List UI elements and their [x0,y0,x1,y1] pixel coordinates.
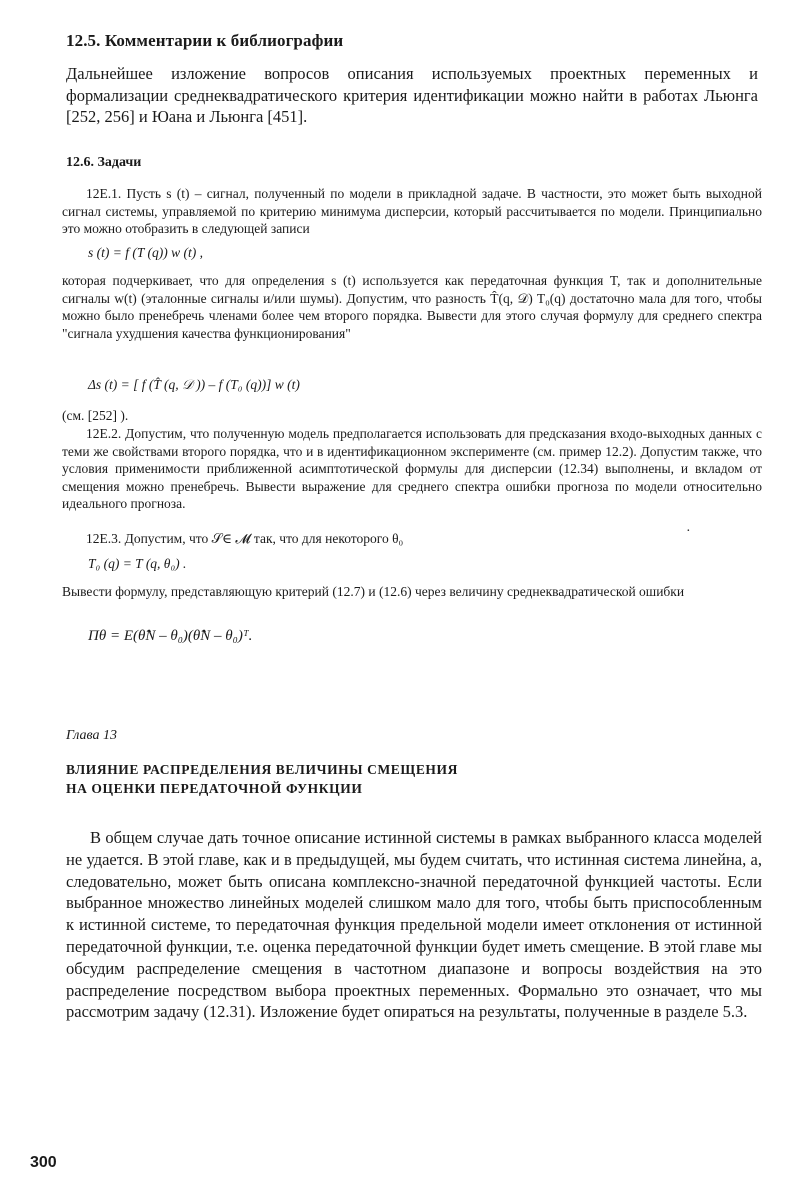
page-number: 300 [30,1154,57,1171]
problem-3-continued-text: Вывести формулу, представляющую критерий (12.7) и (12.6) через величину среднеквадратической ошибки [62,584,685,599]
section-heading: 12.5. Комментарии к библиографии [66,31,344,50]
problem-1-continued-text: которая подчеркивает, что для определения s (t) используется как передаточная функция T, так и дополнительные сигналы w(t) (эталонные сигналы и/или шумы). Допустим, что разность T̂(q, 𝒟) T₀(q) достаточно мала для того, чтобы можно было пренебречь членами более чем второго порядка. Вывести для этого случая формулу для среднего спектра "сигнала ухудшения качества функционирования" [62,273,762,341]
problem-1-text: 12Е.1. Пусть s (t) – сигнал, полученный по модели в прикладной задаче. В частности, это может быть выходной сигнал системы, управляемой по критерию минимума дисперсии, который рассчитывается по модели. Принципиально это можно отобразить в следующей записи [62,186,762,237]
chapter-title-line-1: ВЛИЯНИЕ РАСПРЕДЕЛЕНИЯ ВЕЛИЧИНЫ СМЕЩЕНИЯ [66,762,458,777]
problem-1-reference [62,407,762,425]
problem-3-text: 12Е.3. Допустим, что 𝒮∈ 𝓜 так, что для некоторого θ₀ [86,531,404,546]
chapter-title-line-2: НА ОЦЕНКИ ПЕРЕДАТОЧНОЙ ФУНКЦИИ [66,781,363,796]
subsection-heading: 12.6. Задачи [66,155,142,170]
chapter-label: Глава 13 [66,728,117,743]
problem-2 [62,425,762,513]
chapter-paragraph: В общем случае дать точное описание истинной системы в рамках выбранного класса моделей не удается. В этой главе, как и в предыдущей, мы будем считать, что истинная система линейна, а, следовательно, может быть описана комплексно-значной передаточной функцией частоты. Если выбранное множество линейных моделей слишком мало для того, чтобы быть приспособленным к истинной системе, то передаточная функция предельной модели имеет отклонения от истинной передаточной функции, т.е. оценка передаточной функции будет иметь смещение. В этой главе мы обсудим распределение смещения в частотном диапазоне и вопросы воздействия на это распределение посредством выбора проектных переменных. Формально это означает, что мы рассмотрим задачу (12.31). Изложение будет опираться на результаты, полученные в разделе 5.3. [66,828,762,1022]
problem-2-text: 12Е.2. Допустим, что полученную модель предполагается использовать для предсказания входо-выходных данных с теми же свойствами второго порядка, что и в идентификационном эксперименте (см. пример 12.2). Допустим также, что условия применимости приближенной асимптотической формулы для дисперсии (12.34) выполнены, и вкладом от смещения можно пренебречь. Вывести выражение для среднего спектра ошибки прогноза по модели относительно идеального прогноза. [62,426,762,512]
problem-1-continued [62,272,762,342]
chapter-title [66,760,458,798]
formula-1: s (t) = f (T (q)) w (t) , [88,245,203,260]
formula-2: Δs (t) = [ f (T̂ (q, 𝒟 )) – f (T₀ (q))] w (t) [88,377,300,392]
problem-1-reference-text: (см. [252] ). [62,408,129,423]
section-paragraph: Дальнейшее изложение вопросов описания используемых проектных переменных и формализации среднеквадратического критерия идентификации можно найти в работах Льюнга [252, 256] и Юана и Льюнга [451]. [66,64,758,126]
formula-3: T₀ (q) = T (q, θ₀) . [88,556,187,571]
problem-3 [62,530,762,548]
problem-1 [62,185,762,238]
formula-4: Πθ = E(θ̂N – θ₀)(θ̂N – θ₀)ᵀ. [88,628,253,644]
problem-3-continued [62,583,762,601]
stray-dot: · [686,524,691,539]
